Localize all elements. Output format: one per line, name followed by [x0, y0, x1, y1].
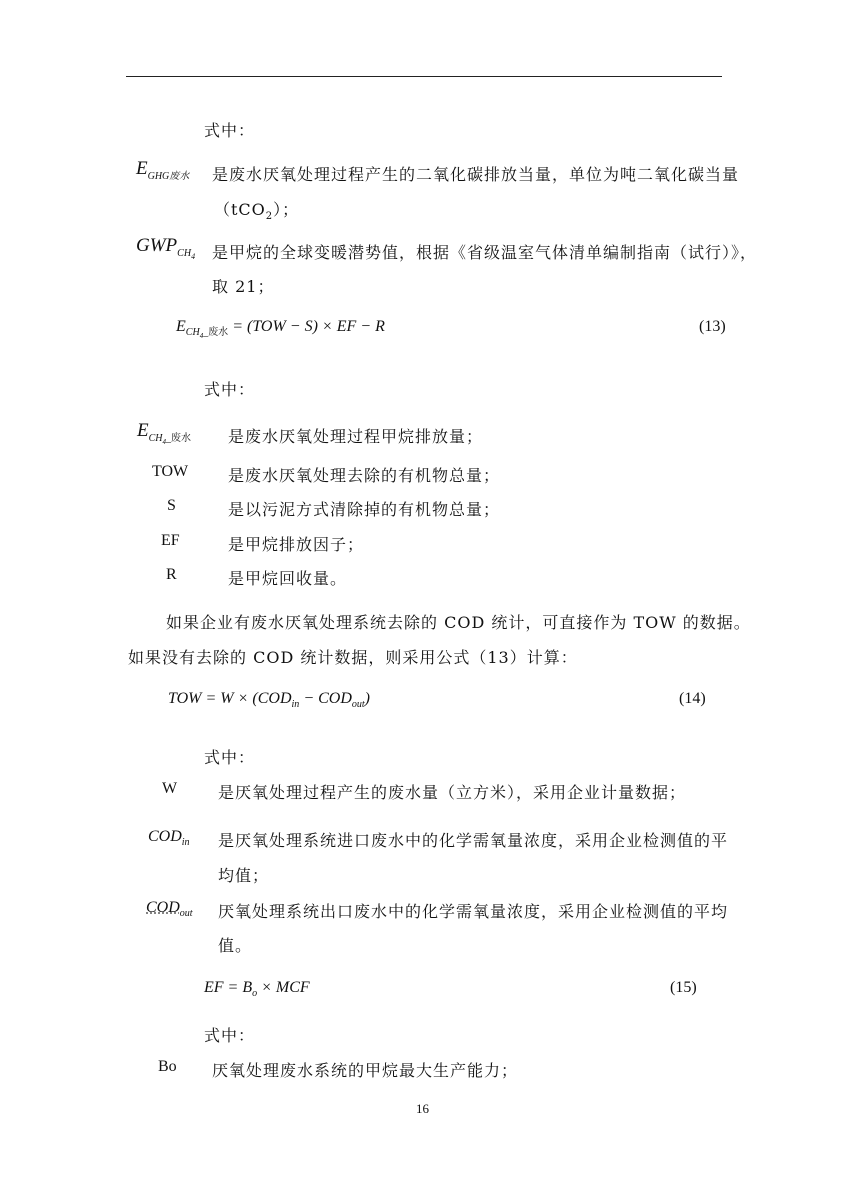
- equation-15: EF = $B_o$ × MCF: [204, 979, 310, 1000]
- where-label-3: 式中：: [204, 748, 256, 767]
- desc-tow: 是废水厌氧处理去除的有机物总量；: [228, 466, 501, 485]
- desc-gwp-line2: 取 21；: [212, 277, 275, 296]
- paragraph-line1: 如果企业有废水厌氧处理系统去除的 COD 统计，可直接作为 TOW 的数据。: [166, 613, 751, 632]
- desc-ef: 是甲烷排放因子；: [228, 535, 365, 554]
- desc-e-ch4: 是废水厌氧处理过程甲烷排放量；: [228, 427, 484, 446]
- equation-13: $E_{CH_4\_废水} = (TOW - S)$ × EF − R: [176, 318, 385, 341]
- desc-s: 是以污泥方式清除掉的有机物总量；: [228, 500, 501, 519]
- desc-bo: 厌氧处理废水系统的甲烷最大生产能力；: [212, 1061, 519, 1080]
- symbol-w: W: [162, 780, 178, 797]
- where-label-1: 式中：: [204, 121, 256, 140]
- where-label-4: 式中：: [204, 1026, 256, 1045]
- symbol-cod-in: $COD_{in}$: [148, 828, 190, 849]
- equation-14: TOW = $W \times (COD_{in} - COD_{out})$: [168, 690, 370, 711]
- desc-w: 是厌氧处理过程产生的废水量（立方米），采用企业计量数据；: [218, 783, 687, 802]
- symbol-s: S: [167, 497, 176, 514]
- desc-e-ghg-line2: （tCO$_2$）；: [214, 200, 300, 223]
- symbol-r: R: [166, 566, 177, 583]
- page-number: 16: [416, 1101, 429, 1116]
- desc-gwp-line1: 是甲烷的全球变暖潜势值，根据《省级温室气体清单编制指南（试行）》，: [212, 243, 758, 262]
- equation-15-number: (15): [670, 979, 697, 996]
- desc-cod-out-line1: 厌氧处理系统出口废水中的化学需氧量浓度，采用企业检测值的平均: [218, 902, 729, 921]
- symbol-e-ch4: $E_{CH_4\_废水}$: [137, 420, 192, 446]
- symbol-ef: EF: [161, 532, 180, 549]
- equation-13-number: (13): [699, 318, 726, 335]
- symbol-cod-out: $COD_{out}$: [146, 899, 193, 920]
- header-rule: [126, 76, 722, 77]
- desc-cod-out-line2: 值。: [218, 936, 253, 955]
- equation-14-number: (14): [679, 690, 706, 707]
- symbol-bo: Bo: [158, 1058, 177, 1075]
- symbol-tow: TOW: [152, 463, 189, 480]
- desc-cod-in-line2: 均值；: [218, 866, 270, 885]
- symbol-e-ghg: $E_{GHG废水}$: [136, 158, 190, 182]
- desc-e-ghg-line1: 是废水厌氧处理过程产生的二氧化碳排放当量，单位为吨二氧化碳当量: [212, 165, 740, 184]
- symbol-gwp: $GWP_{CH_4}$: [136, 235, 196, 261]
- desc-r: 是甲烷回收量。: [228, 569, 348, 588]
- desc-cod-in-line1: 是厌氧处理系统进口废水中的化学需氧量浓度，采用企业检测值的平: [218, 831, 729, 850]
- paragraph-line2: 如果没有去除的 COD 统计数据，则采用公式（13）计算：: [128, 648, 578, 667]
- where-label-2: 式中：: [204, 380, 256, 399]
